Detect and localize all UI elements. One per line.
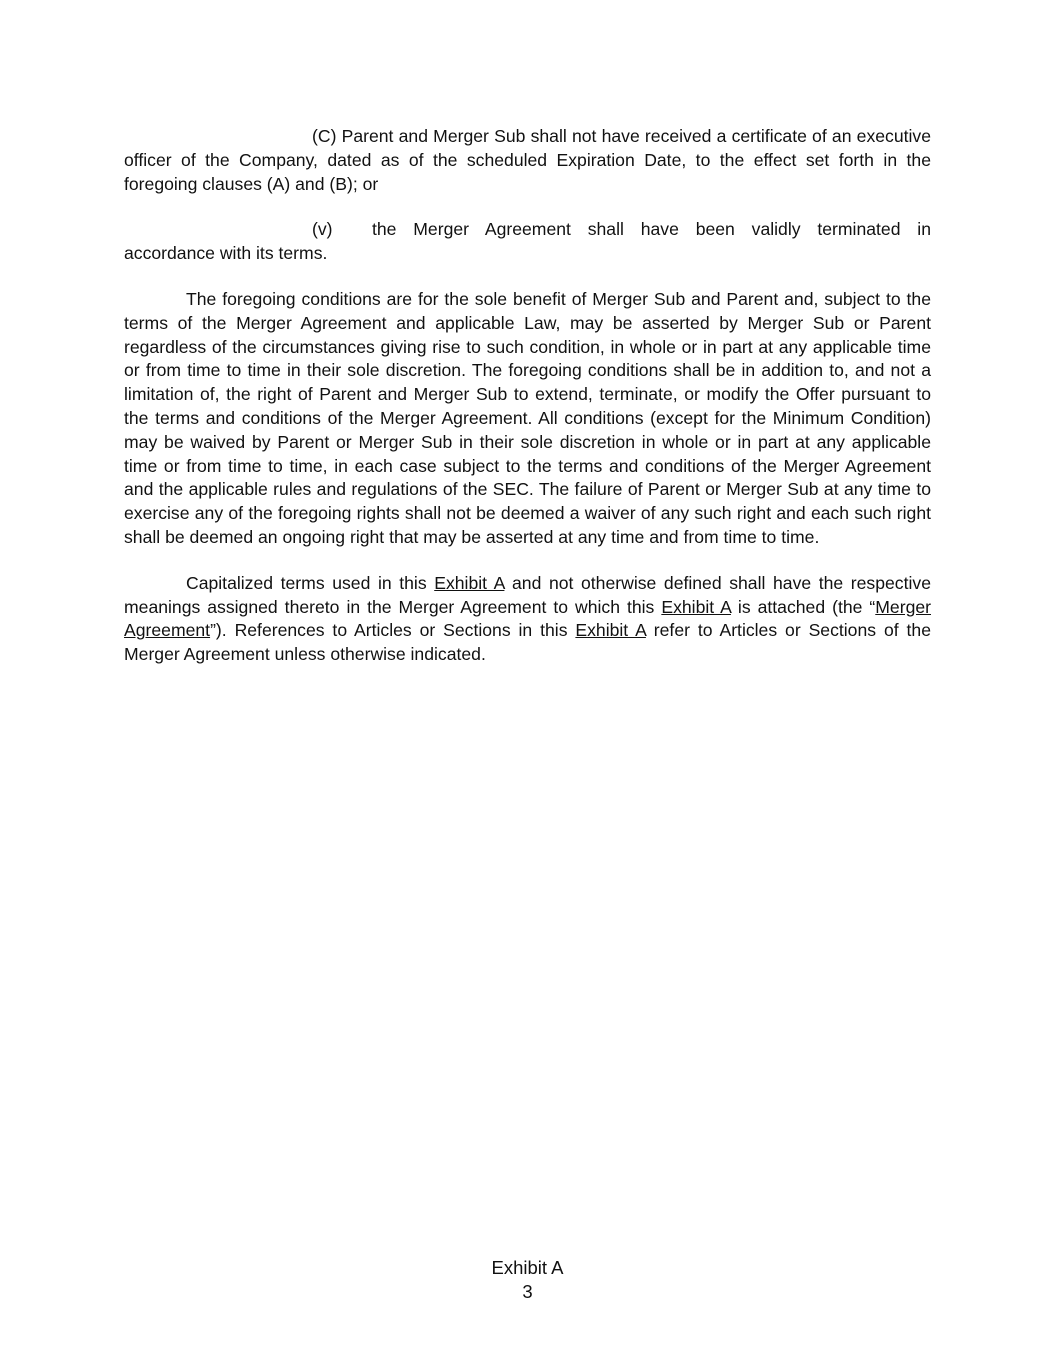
footer-exhibit-label: Exhibit A: [491, 1257, 564, 1278]
definitions-text-1: Capitalized terms used in this: [186, 572, 435, 593]
clause-v-text: the Merger Agreement shall have been validly terminated in accordance with its terms.: [124, 219, 931, 264]
footer-page-number: 3: [522, 1281, 533, 1302]
exhibit-a-reference: Exhibit A: [661, 596, 731, 617]
definitions-text-4: ”). References to Articles or Sections in this: [210, 620, 576, 641]
definitions-paragraph: [124, 572, 931, 667]
definitions-text-2: and not otherwise defined shall have the respective meanings assigned thereto in the Merger Agreement to which this: [124, 572, 931, 617]
exhibit-a-reference: Exhibit A: [575, 620, 646, 641]
exhibit-a-reference: Exhibit A: [434, 572, 505, 593]
document-body: [124, 125, 931, 689]
clause-v-number: (v): [312, 219, 333, 240]
definitions-text-3: is attached (the “: [730, 596, 876, 617]
clause-c-paragraph: (C) Parent and Merger Sub shall not have received a certificate of an executive officer of the Company, dated as of the scheduled Expiration Date, to the effect set forth in the foregoing clauses (A) and (B); or: [124, 126, 931, 194]
merger-agreement-defined-term: Merger Agreement: [124, 596, 931, 641]
clause-v-paragraph: [124, 218, 931, 266]
definitions-text-5: refer to Articles or Sections of the Merger Agreement unless otherwise indicated.: [124, 620, 931, 665]
conditions-paragraph: The foregoing conditions are for the sole benefit of Merger Sub and Parent and, subject to the terms of the Merger Agreement and applicable Law, may be asserted by Merger Sub or Parent regardless of the circumstances giving rise to such condition, in whole or in part at any applicable time or from time to time in their sole discretion. The foregoing conditions shall be in addition to, and not a limitation of, the right of Parent and Merger Sub to extend, terminate, or modify the Offer pursuant to the terms and conditions of the Merger Agreement. All conditions (except for the Minimum Condition) may be waived by Parent or Merger Sub in their sole discretion in whole or in part at any applicable time or from time to time, in each case subject to the terms and conditions of the Merger Agreement and the applicable rules and regulations of the SEC. The failure of Parent or Merger Sub at any time to exercise any of the foregoing rights shall not be deemed a waiver of any such right and each such right shall be deemed an ongoing right that may be asserted at any time and from time to time.: [124, 288, 931, 547]
